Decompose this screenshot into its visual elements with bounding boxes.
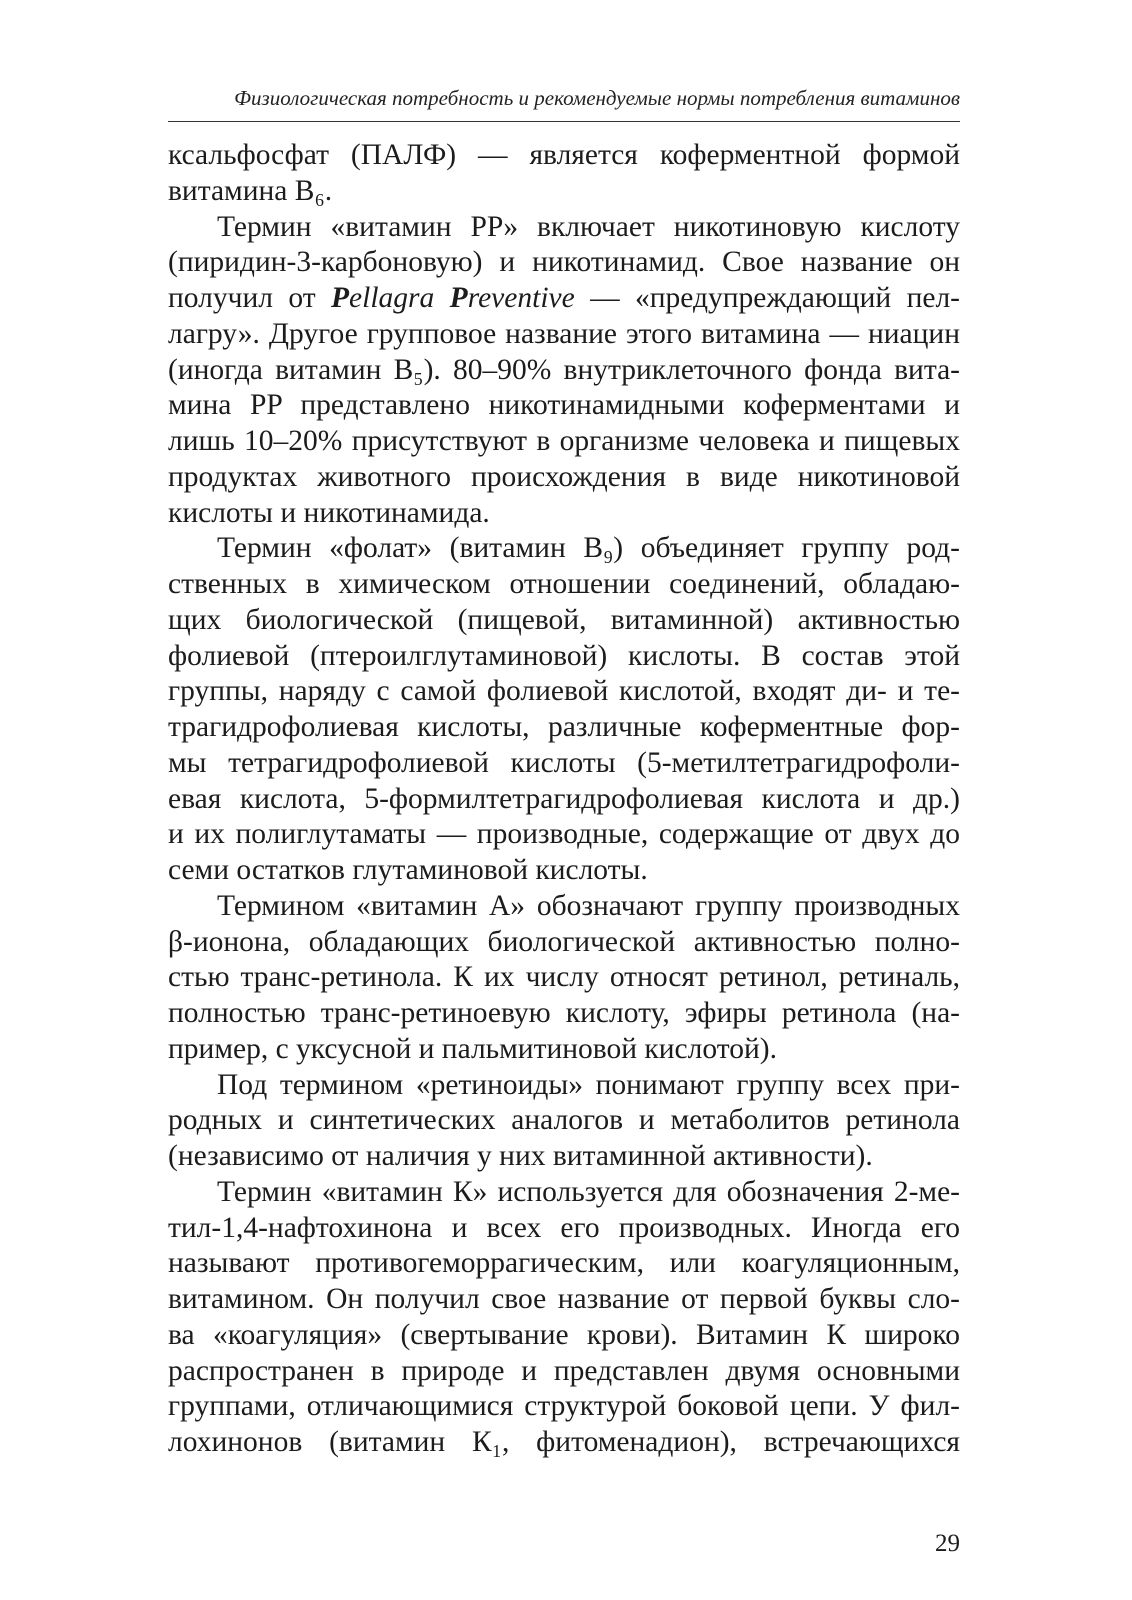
running-header: Физиологическая потребность и рекомендуемые нормы потребления витаминов xyxy=(234,86,960,110)
text-line: Термин «витамин PP» включает никотиновую кислоту xyxy=(217,210,960,243)
text-line: лишь 10–20% присутствуют в организме человека и пищевых xyxy=(168,425,960,457)
text-line: евая кислота, 5-формилтетрагидрофолиевая кислота и др.) xyxy=(168,782,960,815)
paragraph-0 xyxy=(168,138,960,210)
text-line: мы тетрагидрофолиевой кислоты (5-метилтетрагидрофоли- xyxy=(168,746,960,779)
text-line: пример, с уксусной и пальмитиновой кислотой). xyxy=(168,1032,777,1065)
text-line: лагру». Другое групповое название этого витамина — ниацин xyxy=(168,317,960,350)
header-rule xyxy=(168,121,960,122)
text-line: ва «коагуляция» (свертывание крови). Витамин К широко xyxy=(168,1318,960,1351)
text-line: Под термином «ретиноиды» понимают группу всех при- xyxy=(217,1068,960,1101)
text-line: Термин «фолат» (витамин B₉) объединяет группу род- xyxy=(217,532,960,565)
text-line: семи остатков глутаминовой кислоты. xyxy=(168,854,648,886)
text-line: тил-1,4-нафтохинона и всех его производных. Иногда его xyxy=(168,1211,960,1244)
text-line: распространен в природе и представлен двумя основными xyxy=(168,1354,960,1387)
text-line: (независимо от наличия у них витаминной активности). xyxy=(168,1140,873,1172)
page-number: 29 xyxy=(935,1530,960,1557)
text-line: и их полиглутаматы — производные, содержащие от двух до xyxy=(168,818,960,851)
text-line: Термин «витамин К» используется для обозначения 2-ме- xyxy=(217,1175,960,1208)
text-line: трагидрофолиевая кислоты, различные коферментные фор- xyxy=(168,711,960,743)
text-line: продуктах животного происхождения в виде никотиновой xyxy=(168,460,960,493)
text-line: Термином «витамин А» обозначают группу производных xyxy=(217,889,960,922)
body-text xyxy=(168,138,960,1461)
paragraph-2 xyxy=(168,531,960,889)
text-line: получил от Pellagra Preventive — «предупреждающий пел- xyxy=(168,282,961,314)
text-line: группы, наряду с самой фолиевой кислотой, входят ди- и те- xyxy=(168,675,960,708)
text-line: β-ионона, обладающих биологической активностью полно- xyxy=(168,925,960,958)
paragraph-4 xyxy=(168,1068,960,1175)
text-line: кислоты и никотинамида. xyxy=(168,496,490,529)
text-line: лохинонов (витамин К₁, фитоменадион), встречающихся xyxy=(168,1426,960,1458)
text-line: щих биологической (пищевой, витаминной) активностью xyxy=(168,603,960,636)
paragraph-1 xyxy=(168,210,960,532)
text-line: (иногда витамин B₅). 80–90% внутриклеточного фонда вита- xyxy=(168,353,960,386)
text-line: фолиевой (птероилглутаминовой) кислоты. В состав этой xyxy=(168,639,960,672)
latin-term: Pellagra Preventive xyxy=(331,282,575,314)
text-line: ксальфосфат (ПАЛФ) — является коферментной формой xyxy=(168,139,960,171)
text-line: родных и синтетических аналогов и метаболитов ретинола xyxy=(168,1104,960,1137)
paragraph-5 xyxy=(168,1175,960,1461)
text-line: (пиридин-3-карбоновую) и никотинамид. Свое название он xyxy=(168,246,960,279)
paragraph-3 xyxy=(168,889,960,1068)
text-line: называют противогеморрагическим, или коагуляционным, xyxy=(168,1247,960,1280)
text-line: группами, отличающимися структурой боковой цепи. У фил- xyxy=(168,1390,960,1423)
text-line: витамина B₆. xyxy=(168,174,333,207)
text-line: ственных в химическом отношении соединений, обладаю- xyxy=(168,568,960,600)
text-line: мина PP представлено никотинамидными коферментами и xyxy=(168,389,960,422)
text-line: витамином. Он получил свое название от первой буквы сло- xyxy=(168,1283,960,1315)
text-line: стью транс-ретинола. К их числу относят ретинол, ретиналь, xyxy=(168,961,960,994)
text-line: полностью транс-ретиноевую кислоту, эфиры ретинола (на- xyxy=(168,997,960,1029)
